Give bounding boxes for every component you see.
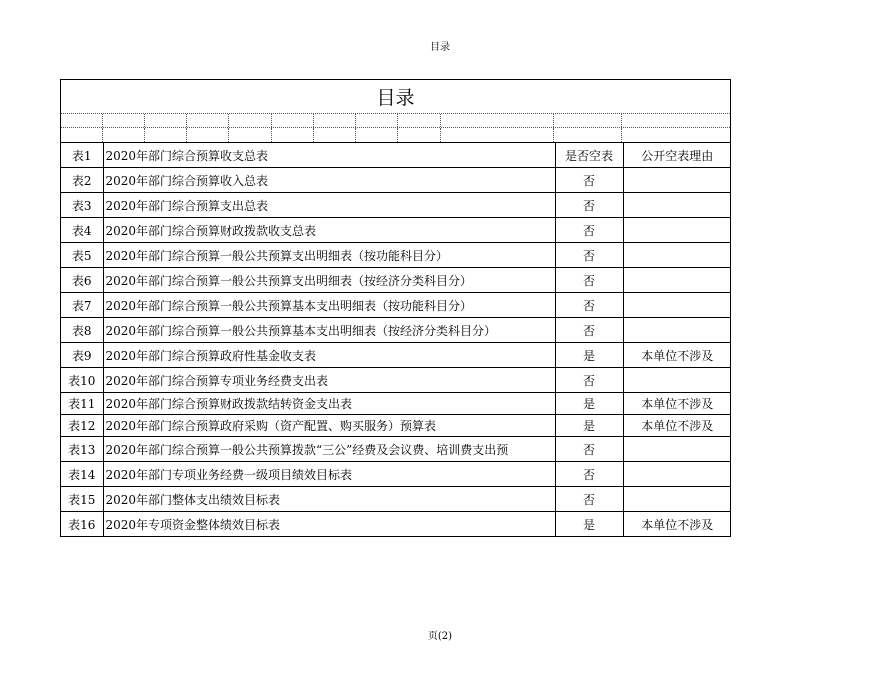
is-empty-value: 否: [555, 437, 623, 462]
is-empty-header: 是否空表: [555, 143, 623, 168]
reason-value: [623, 218, 731, 243]
is-empty-value: 否: [555, 462, 623, 487]
table-name: 2020年部门综合预算一般公共预算拨款“三公”经费及会议费、培训费支出预: [103, 437, 555, 462]
table-name: 2020年部门综合预算财政拨款结转资金支出表: [103, 393, 555, 415]
table-name: 2020年部门综合预算一般公共预算支出明细表（按经济分类科目分）: [103, 268, 555, 293]
blank-row: [61, 128, 730, 143]
blank-row: [61, 114, 730, 128]
table-number: 表13: [61, 437, 103, 462]
is-empty-value: 否: [555, 218, 623, 243]
reason-value: [623, 193, 731, 218]
table-row: [61, 193, 731, 218]
table-row: [61, 268, 731, 293]
page-header: 目录: [430, 42, 450, 53]
table-number: 表6: [61, 268, 103, 293]
is-empty-value: 否: [555, 368, 623, 393]
is-empty-value: 否: [555, 293, 623, 318]
page-footer: 页(2): [427, 631, 453, 642]
table-row: [61, 368, 731, 393]
is-empty-value: 否: [555, 243, 623, 268]
is-empty-value: 否: [555, 318, 623, 343]
table-number: 表14: [61, 462, 103, 487]
table-name: 2020年部门综合预算政府性基金收支表: [103, 343, 555, 368]
catalog-table: [60, 79, 731, 537]
table-name: 2020年部门综合预算收支总表: [103, 143, 555, 168]
table-row: [61, 318, 731, 343]
catalog-grid: [61, 143, 731, 536]
reason-value: 本单位不涉及: [623, 393, 731, 415]
table-row: [61, 293, 731, 318]
table-number: 表4: [61, 218, 103, 243]
reason-value: [623, 368, 731, 393]
is-empty-value: 否: [555, 168, 623, 193]
table-name: 2020年部门综合预算政府采购（资产配置、购买服务）预算表: [103, 415, 555, 437]
table-row: [61, 393, 731, 415]
reason-value: [623, 487, 731, 512]
is-empty-value: 否: [555, 193, 623, 218]
table-number: 表8: [61, 318, 103, 343]
reason-value: [623, 168, 731, 193]
reason-value: 本单位不涉及: [623, 415, 731, 437]
table-header-row: [61, 143, 731, 168]
table-number: 表9: [61, 343, 103, 368]
table-row: [61, 462, 731, 487]
reason-value: [623, 462, 731, 487]
table-number: 表1: [61, 143, 103, 168]
table-name: 2020年部门综合预算一般公共预算基本支出明细表（按功能科目分）: [103, 293, 555, 318]
table-number: 表15: [61, 487, 103, 512]
table-number: 表16: [61, 512, 103, 537]
table-row: [61, 512, 731, 537]
is-empty-value: 否: [555, 268, 623, 293]
table-name: 2020年专项资金整体绩效目标表: [103, 512, 555, 537]
reason-value: [623, 243, 731, 268]
table-name: 2020年部门综合预算专项业务经费支出表: [103, 368, 555, 393]
table-row: [61, 168, 731, 193]
reason-value: [623, 293, 731, 318]
is-empty-value: 是: [555, 415, 623, 437]
table-row: [61, 343, 731, 368]
table-number: 表11: [61, 393, 103, 415]
table-name: 2020年部门综合预算一般公共预算支出明细表（按功能科目分）: [103, 243, 555, 268]
table-number: 表5: [61, 243, 103, 268]
table-row: [61, 218, 731, 243]
table-name: 2020年部门综合预算一般公共预算基本支出明细表（按经济分类科目分）: [103, 318, 555, 343]
reason-header: 公开空表理由: [623, 143, 731, 168]
is-empty-value: 是: [555, 393, 623, 415]
is-empty-value: 否: [555, 487, 623, 512]
table-number: 表12: [61, 415, 103, 437]
reason-value: [623, 318, 731, 343]
reason-value: [623, 268, 731, 293]
table-name: 2020年部门综合预算支出总表: [103, 193, 555, 218]
table-number: 表3: [61, 193, 103, 218]
reason-value: 本单位不涉及: [641, 517, 714, 532]
table-number: 表10: [61, 368, 103, 393]
is-empty-value: 是: [555, 512, 623, 537]
table-name: 2020年部门综合预算财政拨款收支总表: [103, 218, 555, 243]
table-number: 表2: [61, 168, 103, 193]
table-row: [61, 487, 731, 512]
catalog-title: 目录: [61, 80, 730, 114]
table-row: [61, 437, 731, 462]
reason-value: [623, 437, 731, 462]
table-name: 2020年部门专项业务经费一级项目绩效目标表: [103, 462, 555, 487]
table-number: 表7: [61, 293, 103, 318]
is-empty-value: 是: [555, 343, 623, 368]
table-name: 2020年部门综合预算收入总表: [103, 168, 555, 193]
table-row: [61, 243, 731, 268]
reason-value: 本单位不涉及: [623, 343, 731, 368]
table-row: [61, 415, 731, 437]
table-name: 2020年部门整体支出绩效目标表: [103, 487, 555, 512]
